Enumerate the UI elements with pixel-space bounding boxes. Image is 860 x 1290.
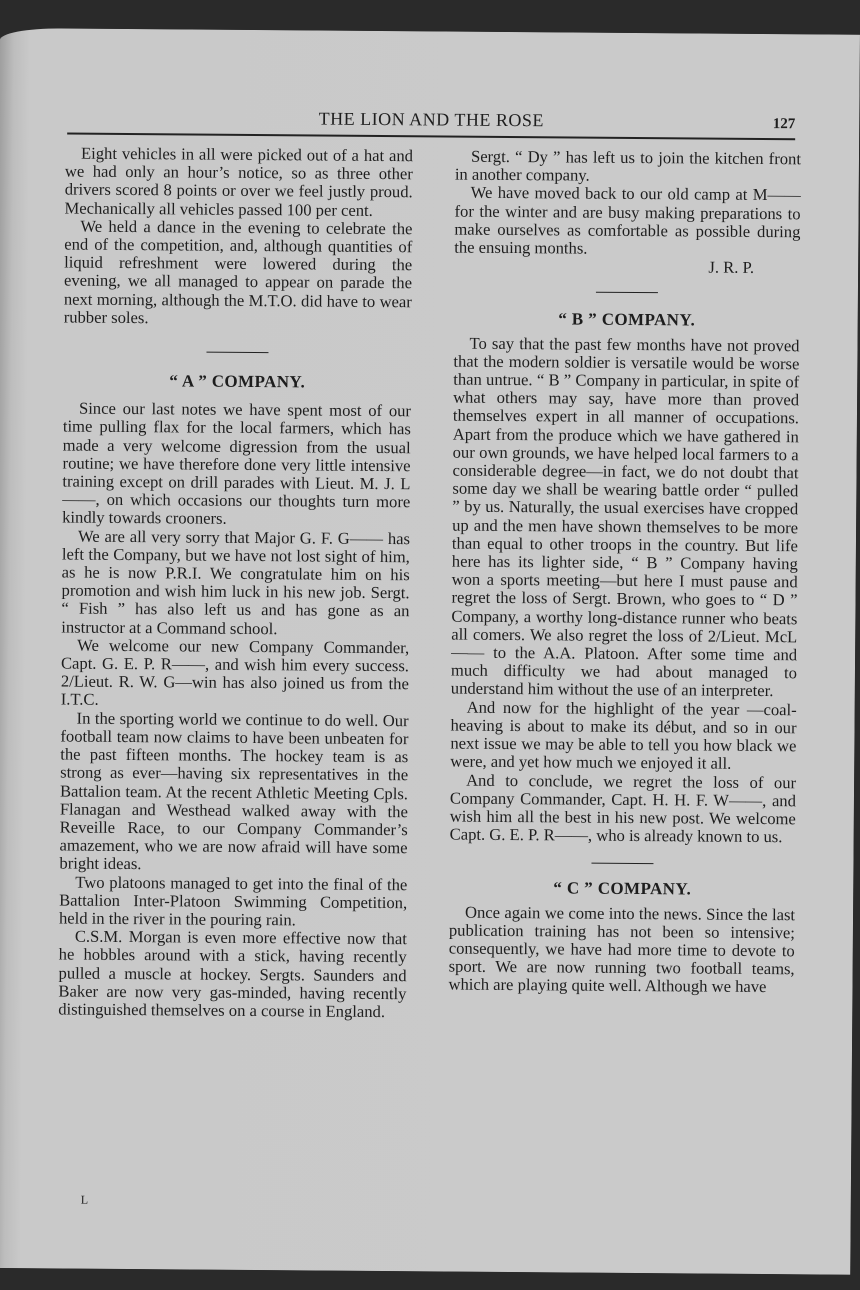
section-divider <box>591 863 653 864</box>
running-header <box>67 99 795 141</box>
section-divider <box>206 352 268 353</box>
book-page <box>0 28 860 1275</box>
author-initials: J. R. P. <box>708 257 755 278</box>
left-column <box>58 145 413 1022</box>
page-number: 127 <box>772 116 796 133</box>
section-title-a-company: “ A ” COMPANY. <box>169 371 306 392</box>
paragraph: Since our last notes we have spent most of our time pulling flax for the local farmers, which has made a very welcome digression from the usual routine; we have therefore done very little intensive training except on drill parades with Lieut. M. J. L——, on which occasions our thoughts turn more kindly towards crooners. <box>62 398 412 529</box>
paragraph: We welcome our new Company Commander, Capt. G. E. P. R——, and wish him every success. 2/Lieut. R. W. G—win has also joined us from the I.T.C. <box>60 635 410 710</box>
section-title-c-company: “ C ” COMPANY. <box>553 878 692 899</box>
paragraph: Two platoons managed to get into the final of the Battalion Inter-Platoon Swimming Competition, held in the river in the pouring rain. <box>58 872 408 930</box>
paragraph: And now for the highlight of the year —coal-heaving is about to make its début, and so in our next issue we may be able to tell you how black we were, and yet how much we enjoyed it all. <box>450 697 797 774</box>
paragraph: In the sporting world we continue to do well. Our football team now claims to have been unbeaten for the past fifteen months. The hockey team is as strong as ever—having six representatives in the Battalion team. At the recent Athletic Meeting Cpls. Flanagan and Westhead walked away with the Reveille Race, to our Company Commander’s amazement, who we are now afraid will have some bright ideas. <box>59 708 409 874</box>
right-column <box>448 148 801 997</box>
signature-mark: L <box>80 1192 89 1207</box>
paragraph: Eight vehicles in all were picked out of a hat and we had only an hour’s notice, so as three other drivers scored 8 points or over we feel justly proud. Mechanically all vehicles passed 100 per cent. <box>64 143 414 220</box>
section-title-b-company: “ B ” COMPANY. <box>558 309 696 330</box>
paragraph: And to conclude, we regret the loss of our Company Commander, Capt. H. H. F. W——, and wish him all the best in his new post. We welcome Capt. G. E. P. R——, who is already known to us. <box>449 770 797 847</box>
section-divider <box>596 292 658 293</box>
paragraph: To say that the past few months have not proved that the modern soldier is versatile would be worse than untrue. “ B ” Company in particular, in spite of what others may say, have more than proved themselves expert in all manner of occupations. Apart from the produce which we have gathered in our own grounds, we have helped local farmers to a considerable degree—in fact, we do not doubt that some day we shall be wearing battle order “ pulled ” by us. Naturally, the usual exercises have cropped up and the men have shown themselves to be more than equal to other troops in the country. But life here has its lighter side, “ B ” Company having won a sports meeting—but here I must pause and regret the loss of Sergt. Brown, who goes to “ D ” Company, a worthy long-distance runner who beats all comers. We also regret the loss of 2/Lieut. McL—— to the A.A. Platoon. After some time and much difficulty we had about managed to understand him without the use of an interpreter. <box>450 333 800 701</box>
paragraph: C.S.M. Morgan is even more effective now that he hobbles around with a stick, having recently pulled a muscle at hockey. Sergts. Saunders and Baker are now very gas-minded, having recently distinguished themselves on a course in England. <box>58 926 407 1021</box>
running-title: THE LION AND THE ROSE <box>318 108 544 131</box>
paragraph: We held a dance in the evening to celebrate the end of the competition, and, although quantities of liquid refreshment were lowered during the evening, we all managed to appear on parade the next morning, although the M.T.O. did have to wear rubber soles. <box>63 216 413 328</box>
paragraph: Once again we come into the news. Since the last publication training has not been so intensive; consequently, we have had more time to devote to sport. We are now running two football teams, which are playing quite well. Although we have <box>448 902 796 997</box>
paragraph: Sergt. “ Dy ” has left us to join the kitchen front in another company. <box>454 146 802 185</box>
paragraph: We have moved back to our old camp at M—— for the winter and are busy making preparations to make ourselves as comfortable as possible during the ensuing months. <box>454 183 801 258</box>
paragraph: We are all very sorry that Major G. F. G—— has left the Company, but we have not lost sight of him, as he is now P.R.I. We congratulate him on his promotion and wish him luck in his new job. Sergt. “ Fish ” has also left us and has gone as an instructor at a Command school. <box>61 526 411 638</box>
